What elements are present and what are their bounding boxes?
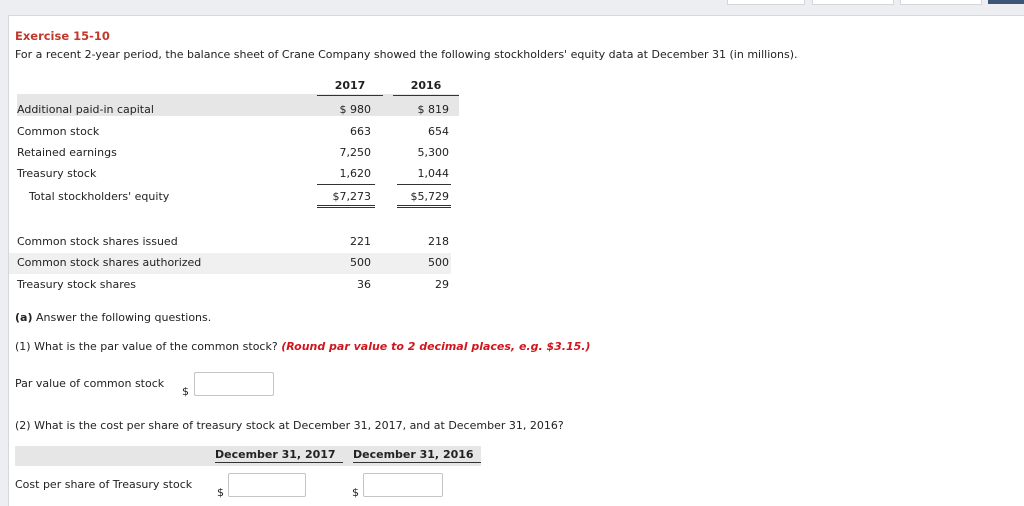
row-value-2017: 7,250 bbox=[339, 146, 371, 159]
share-value-2017: 36 bbox=[357, 278, 371, 291]
row-value-2017: 1,620 bbox=[339, 167, 371, 180]
part-a-heading bbox=[15, 311, 211, 324]
subtotal-line-2016 bbox=[397, 184, 451, 185]
dollar-sign: $ bbox=[217, 486, 224, 499]
share-row-label: Common stock shares issued bbox=[17, 235, 178, 248]
toolbar-button-3[interactable] bbox=[900, 0, 982, 5]
exercise-title: Exercise 15-10 bbox=[15, 29, 110, 43]
header-underline-2017 bbox=[317, 95, 383, 96]
col-header-2017: 2017 bbox=[334, 79, 366, 92]
row-label: Retained earnings bbox=[17, 146, 117, 159]
row-value-2016: $ 819 bbox=[417, 103, 449, 116]
row-value-2016: 1,044 bbox=[417, 167, 449, 180]
col-header-2016: 2016 bbox=[410, 79, 442, 92]
row-value-2016: 654 bbox=[428, 125, 449, 138]
share-value-2017: 221 bbox=[350, 235, 371, 248]
toolbar-button-2[interactable] bbox=[812, 0, 894, 5]
question-2-text: (2) What is the cost per share of treasury stock at December 31, 2017, and at December 31, 2016? bbox=[15, 419, 564, 432]
dollar-sign: $ bbox=[182, 385, 189, 398]
share-value-2016: 500 bbox=[428, 256, 449, 269]
row-value-2017: 663 bbox=[350, 125, 371, 138]
exercise-card bbox=[8, 15, 1024, 506]
row-value-2016: 5,300 bbox=[417, 146, 449, 159]
share-value-2016: 218 bbox=[428, 235, 449, 248]
total-double-line-2016-b bbox=[397, 207, 451, 208]
exercise-intro: For a recent 2-year period, the balance sheet of Crane Company showed the following stockholders' equity data at December 31 (in millions). bbox=[15, 48, 798, 61]
row-value-2017: $ 980 bbox=[339, 103, 371, 116]
col-header-dec-2016: December 31, 2016 bbox=[353, 448, 474, 461]
par-value-label: Par value of common stock bbox=[15, 377, 165, 390]
row-label: Additional paid-in capital bbox=[17, 103, 154, 116]
subtotal-line-2017 bbox=[317, 184, 375, 185]
col-header-dec-2017: December 31, 2017 bbox=[215, 448, 336, 461]
toolbar-button-primary[interactable] bbox=[988, 0, 1024, 4]
par-value-input[interactable] bbox=[194, 372, 274, 396]
total-double-line-2017-a bbox=[317, 205, 375, 206]
cost-per-share-label: Cost per share of Treasury stock bbox=[15, 478, 193, 491]
row-label-total: Total stockholders' equity bbox=[29, 190, 170, 203]
question-1-text: (1) What is the par value of the common stock? bbox=[15, 340, 278, 353]
part-a-text: Answer the following questions. bbox=[35, 311, 212, 324]
share-value-2016: 29 bbox=[435, 278, 449, 291]
top-toolbar bbox=[0, 0, 1024, 8]
dollar-sign: $ bbox=[352, 486, 359, 499]
cost-2016-input[interactable] bbox=[363, 473, 443, 497]
header-underline-2016 bbox=[393, 95, 459, 96]
col-underline-dec-2017 bbox=[215, 462, 343, 463]
total-double-line-2017-b bbox=[317, 207, 375, 208]
total-value-2017: $7,273 bbox=[332, 190, 371, 203]
row-label: Common stock bbox=[17, 125, 100, 138]
share-row-label: Common stock shares authorized bbox=[17, 256, 202, 269]
col-underline-dec-2016 bbox=[353, 462, 481, 463]
total-double-line-2016-a bbox=[397, 205, 451, 206]
question-1 bbox=[15, 340, 590, 353]
row-label: Treasury stock bbox=[17, 167, 97, 180]
part-a-marker: (a) bbox=[15, 311, 33, 324]
toolbar-button-1[interactable] bbox=[727, 0, 805, 5]
question-1-hint: (Round par value to 2 decimal places, e.g. $3.15.) bbox=[281, 340, 591, 353]
share-value-2017: 500 bbox=[350, 256, 371, 269]
share-row-label: Treasury stock shares bbox=[17, 278, 137, 291]
total-value-2016: $5,729 bbox=[410, 190, 449, 203]
cost-2017-input[interactable] bbox=[228, 473, 306, 497]
